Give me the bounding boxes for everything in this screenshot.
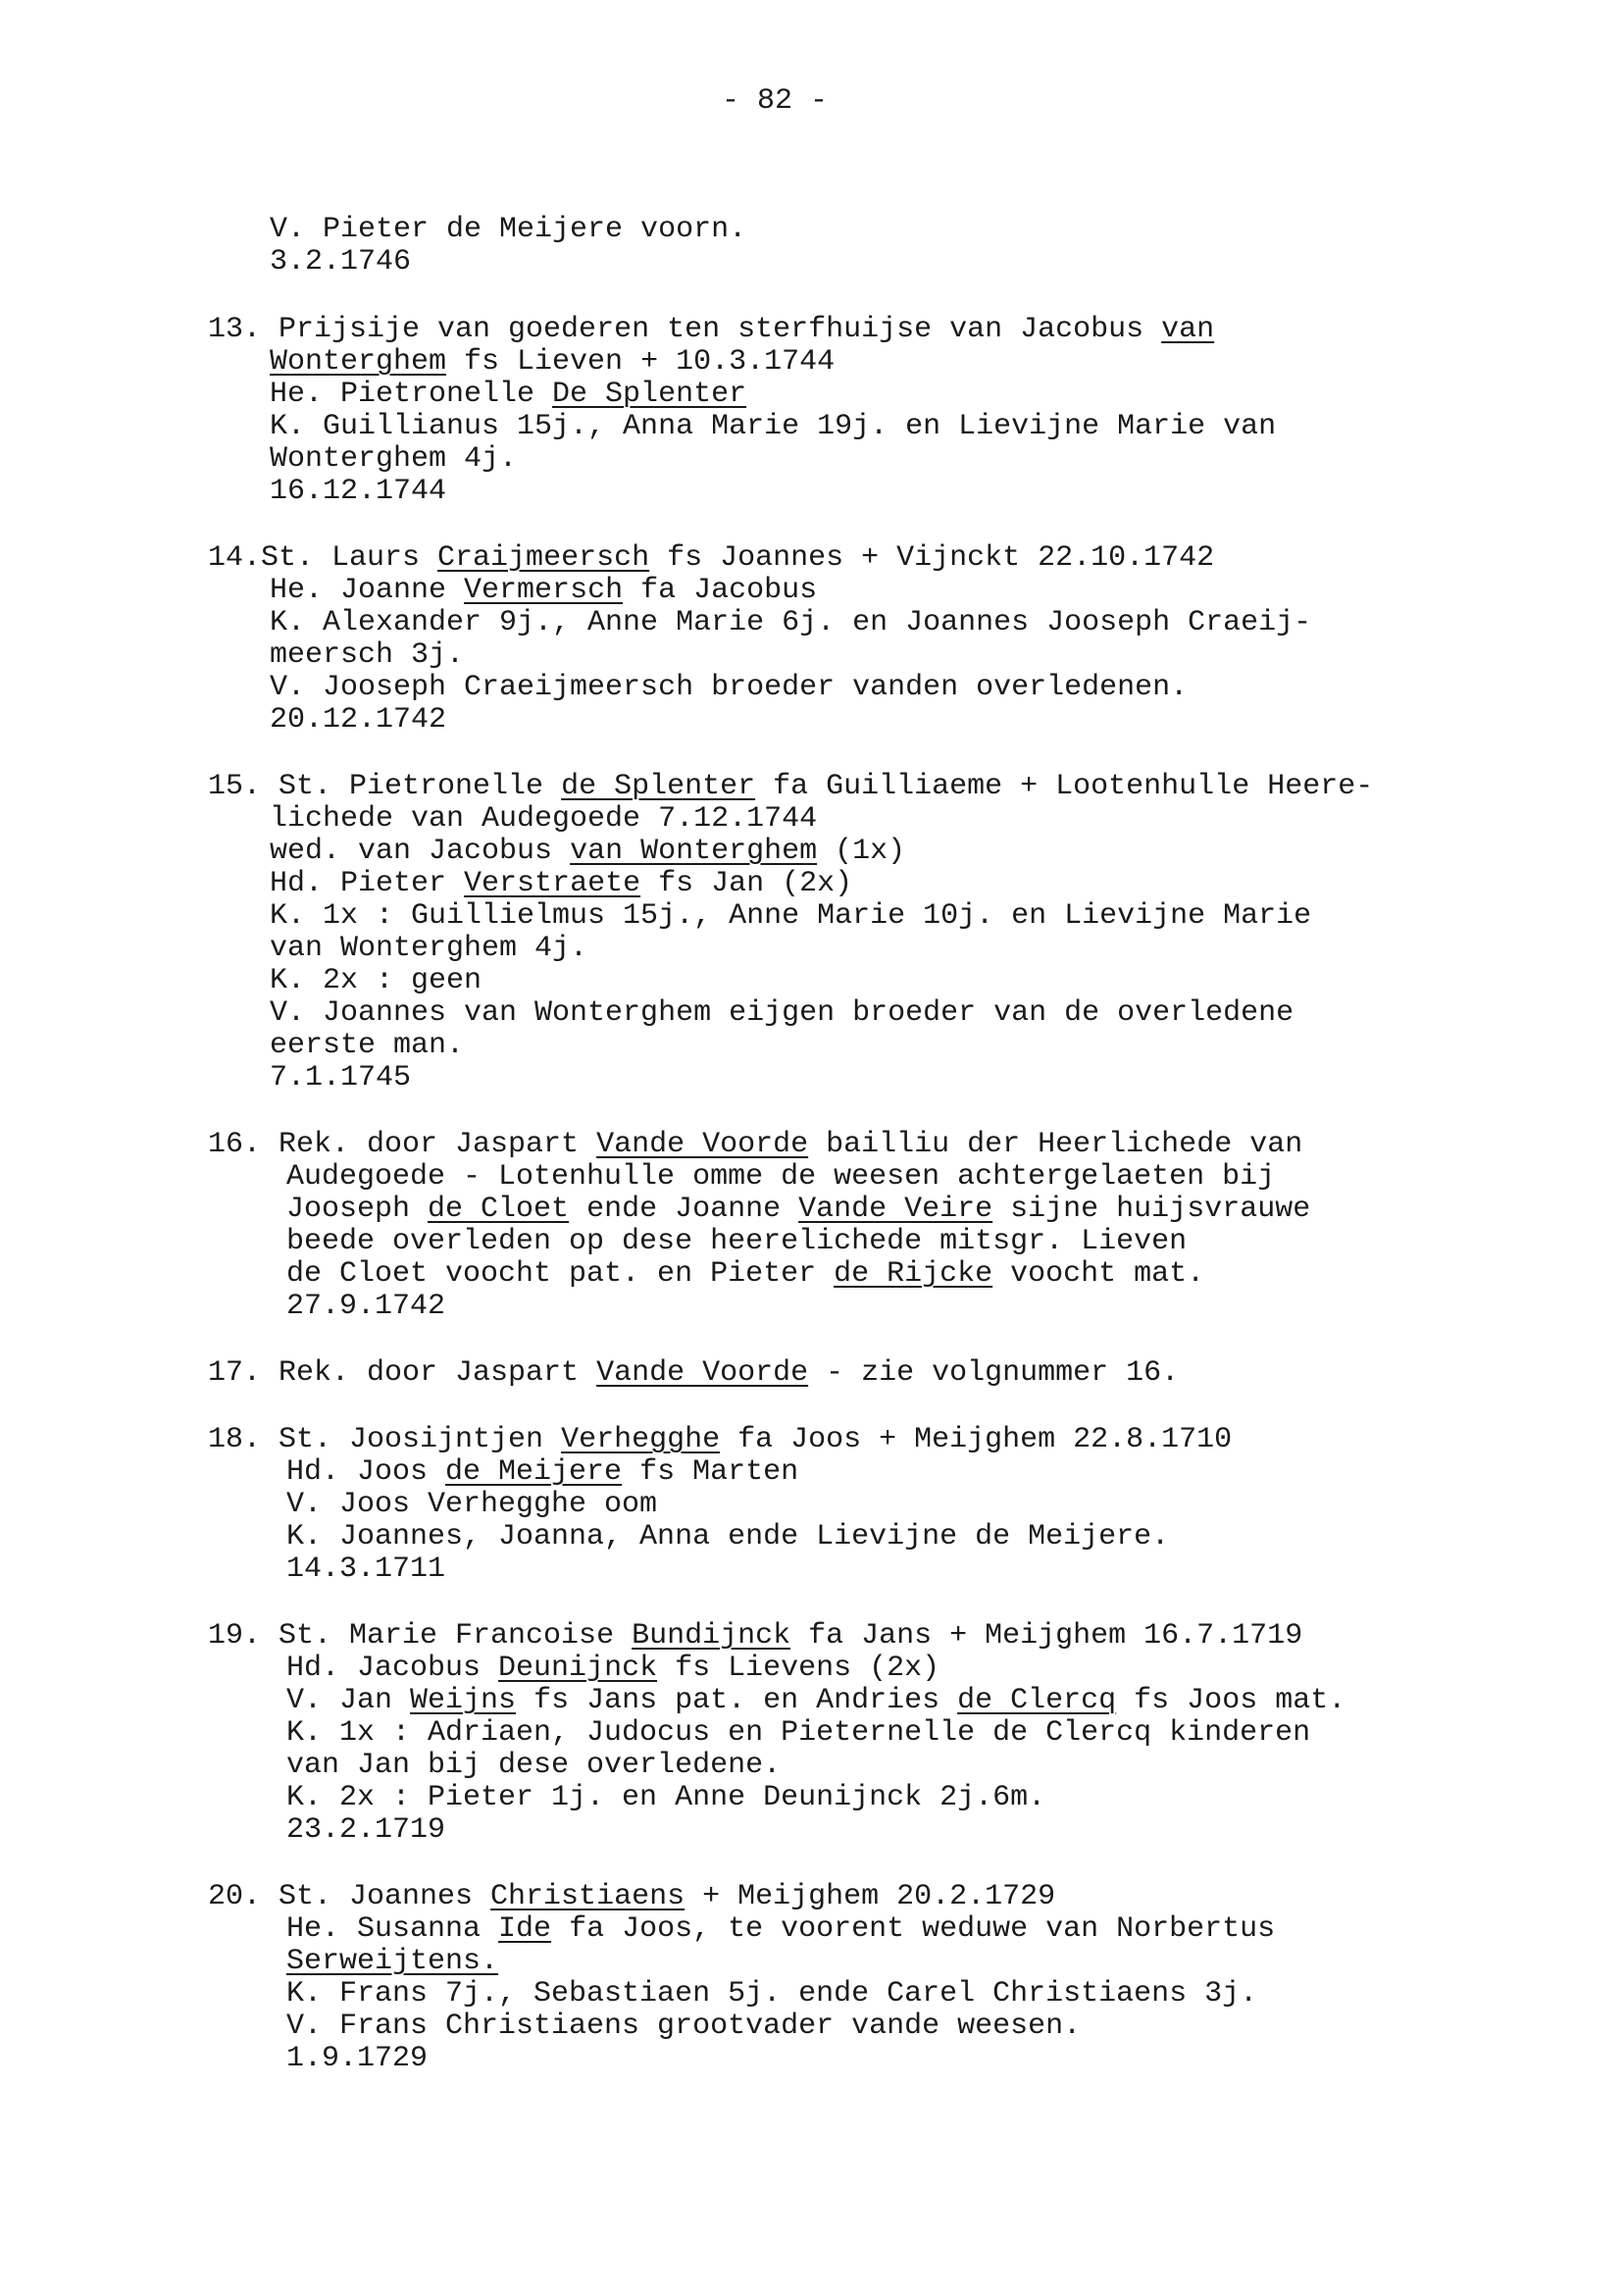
- text-segment: 18. St. Joosijntjen: [208, 1423, 562, 1456]
- text-segment: 27.9.1742: [286, 1290, 446, 1323]
- text-segment: + Meijghem 20.2.1729: [685, 1880, 1056, 1913]
- text-segment: wed. van Jacobus: [270, 835, 571, 868]
- text-segment: van Wonterghem 4j.: [270, 932, 588, 965]
- text-segment: sijne huijsvrauwe: [992, 1193, 1311, 1226]
- text-line: [286, 1291, 445, 1323]
- text-segment: K. 2x : geen: [270, 964, 482, 997]
- text-line: [208, 1424, 1232, 1456]
- text-line: [270, 1062, 411, 1095]
- text-segment: 23.2.1719: [286, 1813, 446, 1847]
- underlined-name: Vande Voorde: [596, 1356, 809, 1390]
- text-segment: fs Lieven + 10.3.1744: [446, 345, 836, 379]
- text-segment: V. Jan: [286, 1684, 411, 1717]
- text-segment: 20. St. Joannes: [208, 1880, 491, 1913]
- text-line: [270, 933, 587, 965]
- text-segment: fa Joos + Meijghem 22.8.1710: [720, 1423, 1233, 1456]
- text-line: [286, 1521, 1169, 1553]
- text-segment: 3.2.1746: [270, 245, 412, 279]
- text-segment: K. 1x : Guillielmus 15j., Anne Marie 10j. en Lievijne Marie: [270, 899, 1312, 933]
- text-segment: V. Joannes van Wonterghem eijgen broeder van de overledene: [270, 996, 1294, 1030]
- text-segment: bailliu der Heerlichede van: [808, 1128, 1303, 1161]
- text-segment: 16.12.1744: [270, 475, 447, 508]
- text-line: [270, 246, 411, 279]
- underlined-name: de Clercq: [957, 1684, 1117, 1717]
- text-segment: K. Guillianus 15j., Anna Marie 19j. en Lievijne Marie van: [270, 410, 1277, 443]
- text-line: [286, 1946, 498, 1978]
- text-segment: K. 2x : Pieter 1j. en Anne Deunijnck 2j.6m.: [286, 1781, 1046, 1814]
- text-segment: fa Joos, te voorent weduwe van Norbertus: [551, 1912, 1276, 1946]
- underlined-name: Bundijnck: [632, 1619, 791, 1653]
- text-segment: 17. Rek. door Jaspart: [208, 1356, 597, 1390]
- text-segment: 1.9.1729: [286, 2042, 429, 2075]
- text-segment: 16. Rek. door Jaspart: [208, 1128, 597, 1161]
- text-segment: V. Jooseph Craeijmeersch broeder vanden overledenen.: [270, 671, 1189, 704]
- text-line: [270, 900, 1311, 933]
- underlined-name: Weijns: [410, 1684, 517, 1717]
- underlined-name: Christiaens: [490, 1880, 685, 1913]
- text-segment: K. 1x : Adriaen, Judocus en Pieternelle de Clercq kinderen: [286, 1716, 1311, 1750]
- underlined-name: van Wonterghem: [570, 835, 818, 868]
- text-segment: van Jan bij dese overledene.: [286, 1749, 782, 1782]
- text-line: [208, 771, 1373, 803]
- text-segment: K. Frans 7j., Sebastiaen 5j. ende Carel Christiaens 3j.: [286, 1977, 1258, 2011]
- text-segment: Audegoede - Lotenhulle omme de weesen achtergelaeten bij: [286, 1160, 1276, 1194]
- text-segment: K. Alexander 9j., Anne Marie 6j. en Joannes Jooseph Craeij-: [270, 606, 1312, 639]
- text-line: [270, 868, 852, 900]
- text-line: [208, 542, 1214, 575]
- text-line: [270, 607, 1311, 639]
- text-line: [286, 2011, 1081, 2043]
- text-line: [208, 314, 1214, 346]
- text-line: [286, 1161, 1275, 1194]
- text-segment: 7.1.1745: [270, 1061, 412, 1095]
- text-segment: fs Joos mat.: [1116, 1684, 1346, 1717]
- text-line: [286, 1553, 445, 1586]
- underlined-name: Deunijnck: [498, 1652, 658, 1685]
- text-segment: fa Guilliaeme + Lootenhulle Heere-: [755, 770, 1374, 803]
- underlined-name: de Rijcke: [834, 1257, 993, 1291]
- underlined-name: Vande Voorde: [596, 1128, 809, 1161]
- text-segment: (1x): [817, 835, 906, 868]
- text-line: [270, 411, 1276, 443]
- text-line: [270, 476, 446, 508]
- text-line: [286, 1226, 1187, 1258]
- underlined-name: de Meijere: [445, 1455, 623, 1489]
- underlined-name: Vande Veire: [798, 1193, 993, 1226]
- text-segment: 20.12.1742: [270, 703, 447, 737]
- text-line: [208, 1881, 1055, 1913]
- text-line: [286, 2043, 428, 2075]
- text-line: [286, 1978, 1257, 2011]
- text-segment: ende Joanne: [569, 1193, 799, 1226]
- text-segment: fs Lievens (2x): [657, 1652, 940, 1685]
- underlined-name: van: [1161, 313, 1215, 346]
- text-line: [270, 672, 1188, 704]
- text-segment: Wonterghem 4j.: [270, 442, 518, 476]
- underlined-name: de Splenter: [561, 770, 756, 803]
- text-line: [286, 1782, 1045, 1814]
- text-line: [286, 1685, 1345, 1717]
- text-line: [208, 1357, 1179, 1390]
- text-segment: He. Susanna: [286, 1912, 499, 1946]
- text-segment: fs Jans pat. en Andries: [516, 1684, 958, 1717]
- text-segment: Hd. Joos: [286, 1455, 446, 1489]
- text-segment: fa Jacobus: [623, 574, 818, 607]
- underlined-name: Serweijtens.: [286, 1945, 499, 1978]
- text-line: [286, 1489, 657, 1521]
- text-segment: V. Frans Christiaens grootvader vande weesen.: [286, 2010, 1082, 2043]
- text-segment: Hd. Pieter: [270, 867, 465, 900]
- text-line: [270, 346, 835, 379]
- text-line: [270, 443, 517, 476]
- text-segment: lichede van Audegoede 7.12.1744: [270, 802, 818, 836]
- text-line: [270, 836, 905, 868]
- underlined-name: De Splenter: [552, 378, 747, 411]
- underlined-name: Craijmeersch: [437, 541, 650, 575]
- text-segment: voocht mat.: [992, 1257, 1205, 1291]
- text-segment: eerste man.: [270, 1029, 465, 1062]
- text-segment: de Cloet voocht pat. en Pieter: [286, 1257, 835, 1291]
- text-line: [286, 1653, 939, 1685]
- text-segment: fs Jan (2x): [640, 867, 853, 900]
- text-line: [286, 1913, 1275, 1946]
- text-segment: Hd. Jacobus: [286, 1652, 499, 1685]
- text-segment: fa Jans + Meijghem 16.7.1719: [790, 1619, 1303, 1653]
- underlined-name: de Cloet: [428, 1193, 570, 1226]
- text-segment: V. Joos Verhegghe oom: [286, 1488, 658, 1521]
- underlined-name: Ide: [498, 1912, 552, 1946]
- text-segment: 19. St. Marie Francoise: [208, 1619, 633, 1653]
- text-segment: fs Marten: [622, 1455, 799, 1489]
- underlined-name: Verhegghe: [561, 1423, 721, 1456]
- text-line: [270, 803, 817, 836]
- text-segment: 15. St. Pietronelle: [208, 770, 562, 803]
- text-line: [286, 1750, 781, 1782]
- underlined-name: Verstraete: [464, 867, 641, 900]
- text-line: [270, 214, 746, 246]
- text-segment: 13. Prijsije van goederen ten sterfhuijse van Jacobus: [208, 313, 1162, 346]
- text-segment: Jooseph: [286, 1193, 429, 1226]
- text-segment: K. Joannes, Joanna, Anna ende Lievijne de Meijere.: [286, 1520, 1170, 1553]
- underlined-name: Wonterghem: [270, 345, 447, 379]
- text-segment: 14.St. Laurs: [208, 541, 438, 575]
- text-line: [208, 1129, 1302, 1161]
- text-line: [286, 1194, 1310, 1226]
- text-segment: fs Joannes + Vijnckt 22.10.1742: [649, 541, 1215, 575]
- text-line: [270, 997, 1294, 1030]
- text-segment: - zie volgnummer 16.: [808, 1356, 1180, 1390]
- text-segment: meersch 3j.: [270, 638, 465, 672]
- text-line: [270, 704, 446, 737]
- text-line: [286, 1717, 1310, 1750]
- text-line: [270, 379, 746, 411]
- underlined-name: Vermersch: [464, 574, 624, 607]
- text-line: [286, 1814, 445, 1847]
- text-segment: beede overleden op dese heerelichede mitsgr. Lieven: [286, 1225, 1188, 1258]
- text-line: [270, 575, 817, 607]
- text-line: [270, 639, 464, 672]
- text-line: [286, 1258, 1204, 1291]
- text-line: [270, 965, 482, 997]
- page-number: - 82 -: [722, 84, 829, 118]
- text-segment: He. Pietronelle: [270, 378, 553, 411]
- text-segment: V. Pieter de Meijere voorn.: [270, 213, 747, 246]
- text-segment: 14.3.1711: [286, 1553, 446, 1586]
- text-line: [208, 1620, 1302, 1653]
- text-line: [270, 1030, 464, 1062]
- text-line: [286, 1456, 798, 1489]
- text-segment: He. Joanne: [270, 574, 465, 607]
